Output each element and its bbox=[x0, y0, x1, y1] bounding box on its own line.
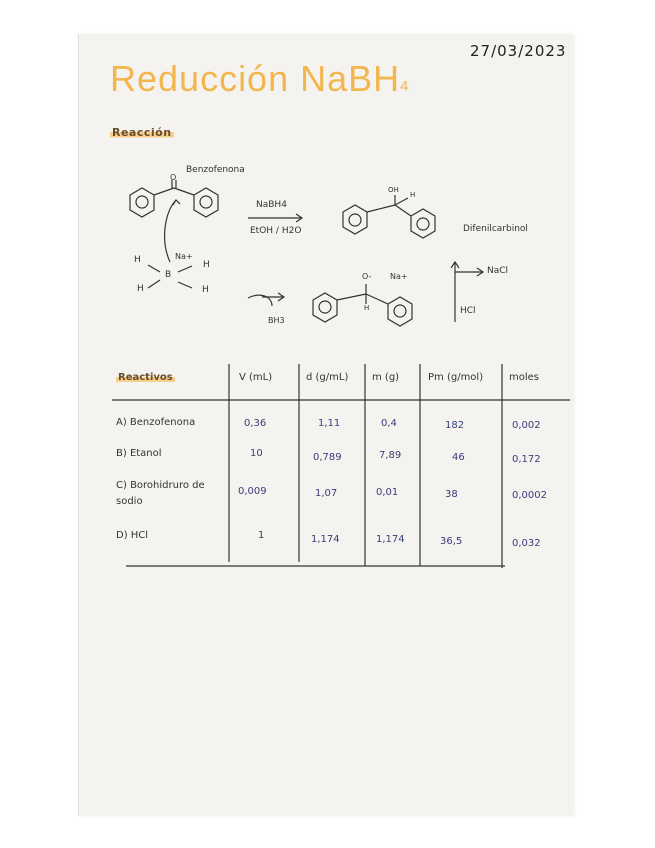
product-oh: OH bbox=[388, 186, 399, 194]
carbonyl-oxygen: O bbox=[170, 173, 177, 182]
intermediate-h: H bbox=[364, 304, 370, 312]
borohydride-h4: H bbox=[202, 285, 209, 295]
table-header-moles: moles bbox=[509, 372, 539, 383]
benzophenone-left-ring bbox=[130, 188, 154, 217]
table-cell-density: 1,11 bbox=[318, 418, 341, 429]
table-header-reactivos: Reactivos bbox=[118, 372, 173, 383]
table-row-name: D) HCl bbox=[116, 530, 149, 541]
table-header-density: d (g/mL) bbox=[306, 372, 349, 383]
table-cell-moles: 0,032 bbox=[512, 538, 541, 549]
benzophenone-right-ring bbox=[194, 188, 218, 217]
table-cell-density: 1,07 bbox=[315, 488, 338, 499]
table-row-name: B) Etanol bbox=[116, 448, 162, 459]
bh3-label: BH3 bbox=[268, 316, 285, 325]
product-right-ring bbox=[411, 209, 435, 238]
table-header-mass: m (g) bbox=[372, 372, 400, 383]
hcl-label: HCl bbox=[460, 306, 476, 316]
borohydride-h3: H bbox=[203, 260, 210, 270]
intermediate-left-ring bbox=[313, 293, 337, 322]
borohydride-cation: Na+ bbox=[175, 252, 193, 261]
nacl-label: NaCl bbox=[487, 266, 509, 276]
intermediate-cation: Na+ bbox=[390, 272, 408, 281]
table-cell-molar-mass: 38 bbox=[445, 489, 458, 500]
borohydride-h2: H bbox=[137, 284, 144, 294]
reagent-top: NaBH4 bbox=[256, 200, 287, 210]
product-label: Difenilcarbinol bbox=[463, 224, 528, 234]
table-cell-molar-mass: 46 bbox=[452, 452, 465, 463]
table-cell-moles: 0,172 bbox=[512, 454, 541, 465]
table-header-volume: V (mL) bbox=[239, 372, 273, 383]
table-cell-mass: 0,01 bbox=[376, 487, 399, 498]
table-cell-density: 0,789 bbox=[313, 452, 342, 463]
product-h: H bbox=[410, 191, 416, 199]
table-cell-volume: 10 bbox=[250, 448, 263, 459]
table-header-molar-mass: Pm (g/mol) bbox=[428, 372, 484, 383]
borohydride-h1: H bbox=[134, 255, 141, 265]
table-cell-molar-mass: 182 bbox=[445, 420, 465, 431]
table-cell-volume: 1 bbox=[258, 530, 265, 541]
table-cell-volume: 0,36 bbox=[244, 418, 267, 429]
table-cell-density: 1,174 bbox=[311, 534, 340, 545]
table-cell-mass: 1,174 bbox=[376, 534, 405, 545]
product-left-ring bbox=[343, 205, 367, 234]
intermediate-anion: O- bbox=[362, 272, 372, 281]
table-cell-volume: 0,009 bbox=[238, 486, 267, 497]
table-cell-molar-mass: 36,5 bbox=[440, 536, 463, 547]
reagent-bottom: EtOH / H2O bbox=[250, 226, 302, 236]
borohydride-b: B bbox=[165, 270, 172, 280]
table-row-name: A) Benzofenona bbox=[116, 417, 196, 428]
table-cell-mass: 7,89 bbox=[379, 450, 402, 461]
table-row-name: C) Borohidruro de sodio bbox=[116, 480, 205, 507]
reactant-label: Benzofenona bbox=[186, 165, 245, 175]
table-cell-moles: 0,002 bbox=[512, 420, 541, 431]
table-cell-moles: 0,0002 bbox=[512, 490, 547, 501]
table-cell-mass: 0,4 bbox=[381, 418, 397, 429]
date: 27/03/2023 bbox=[470, 42, 567, 60]
title-main: Reducción NaBH bbox=[110, 58, 401, 99]
section-heading: Reacción bbox=[112, 126, 172, 139]
intermediate-right-ring bbox=[388, 297, 412, 326]
title-subscript: 4 bbox=[400, 78, 410, 95]
